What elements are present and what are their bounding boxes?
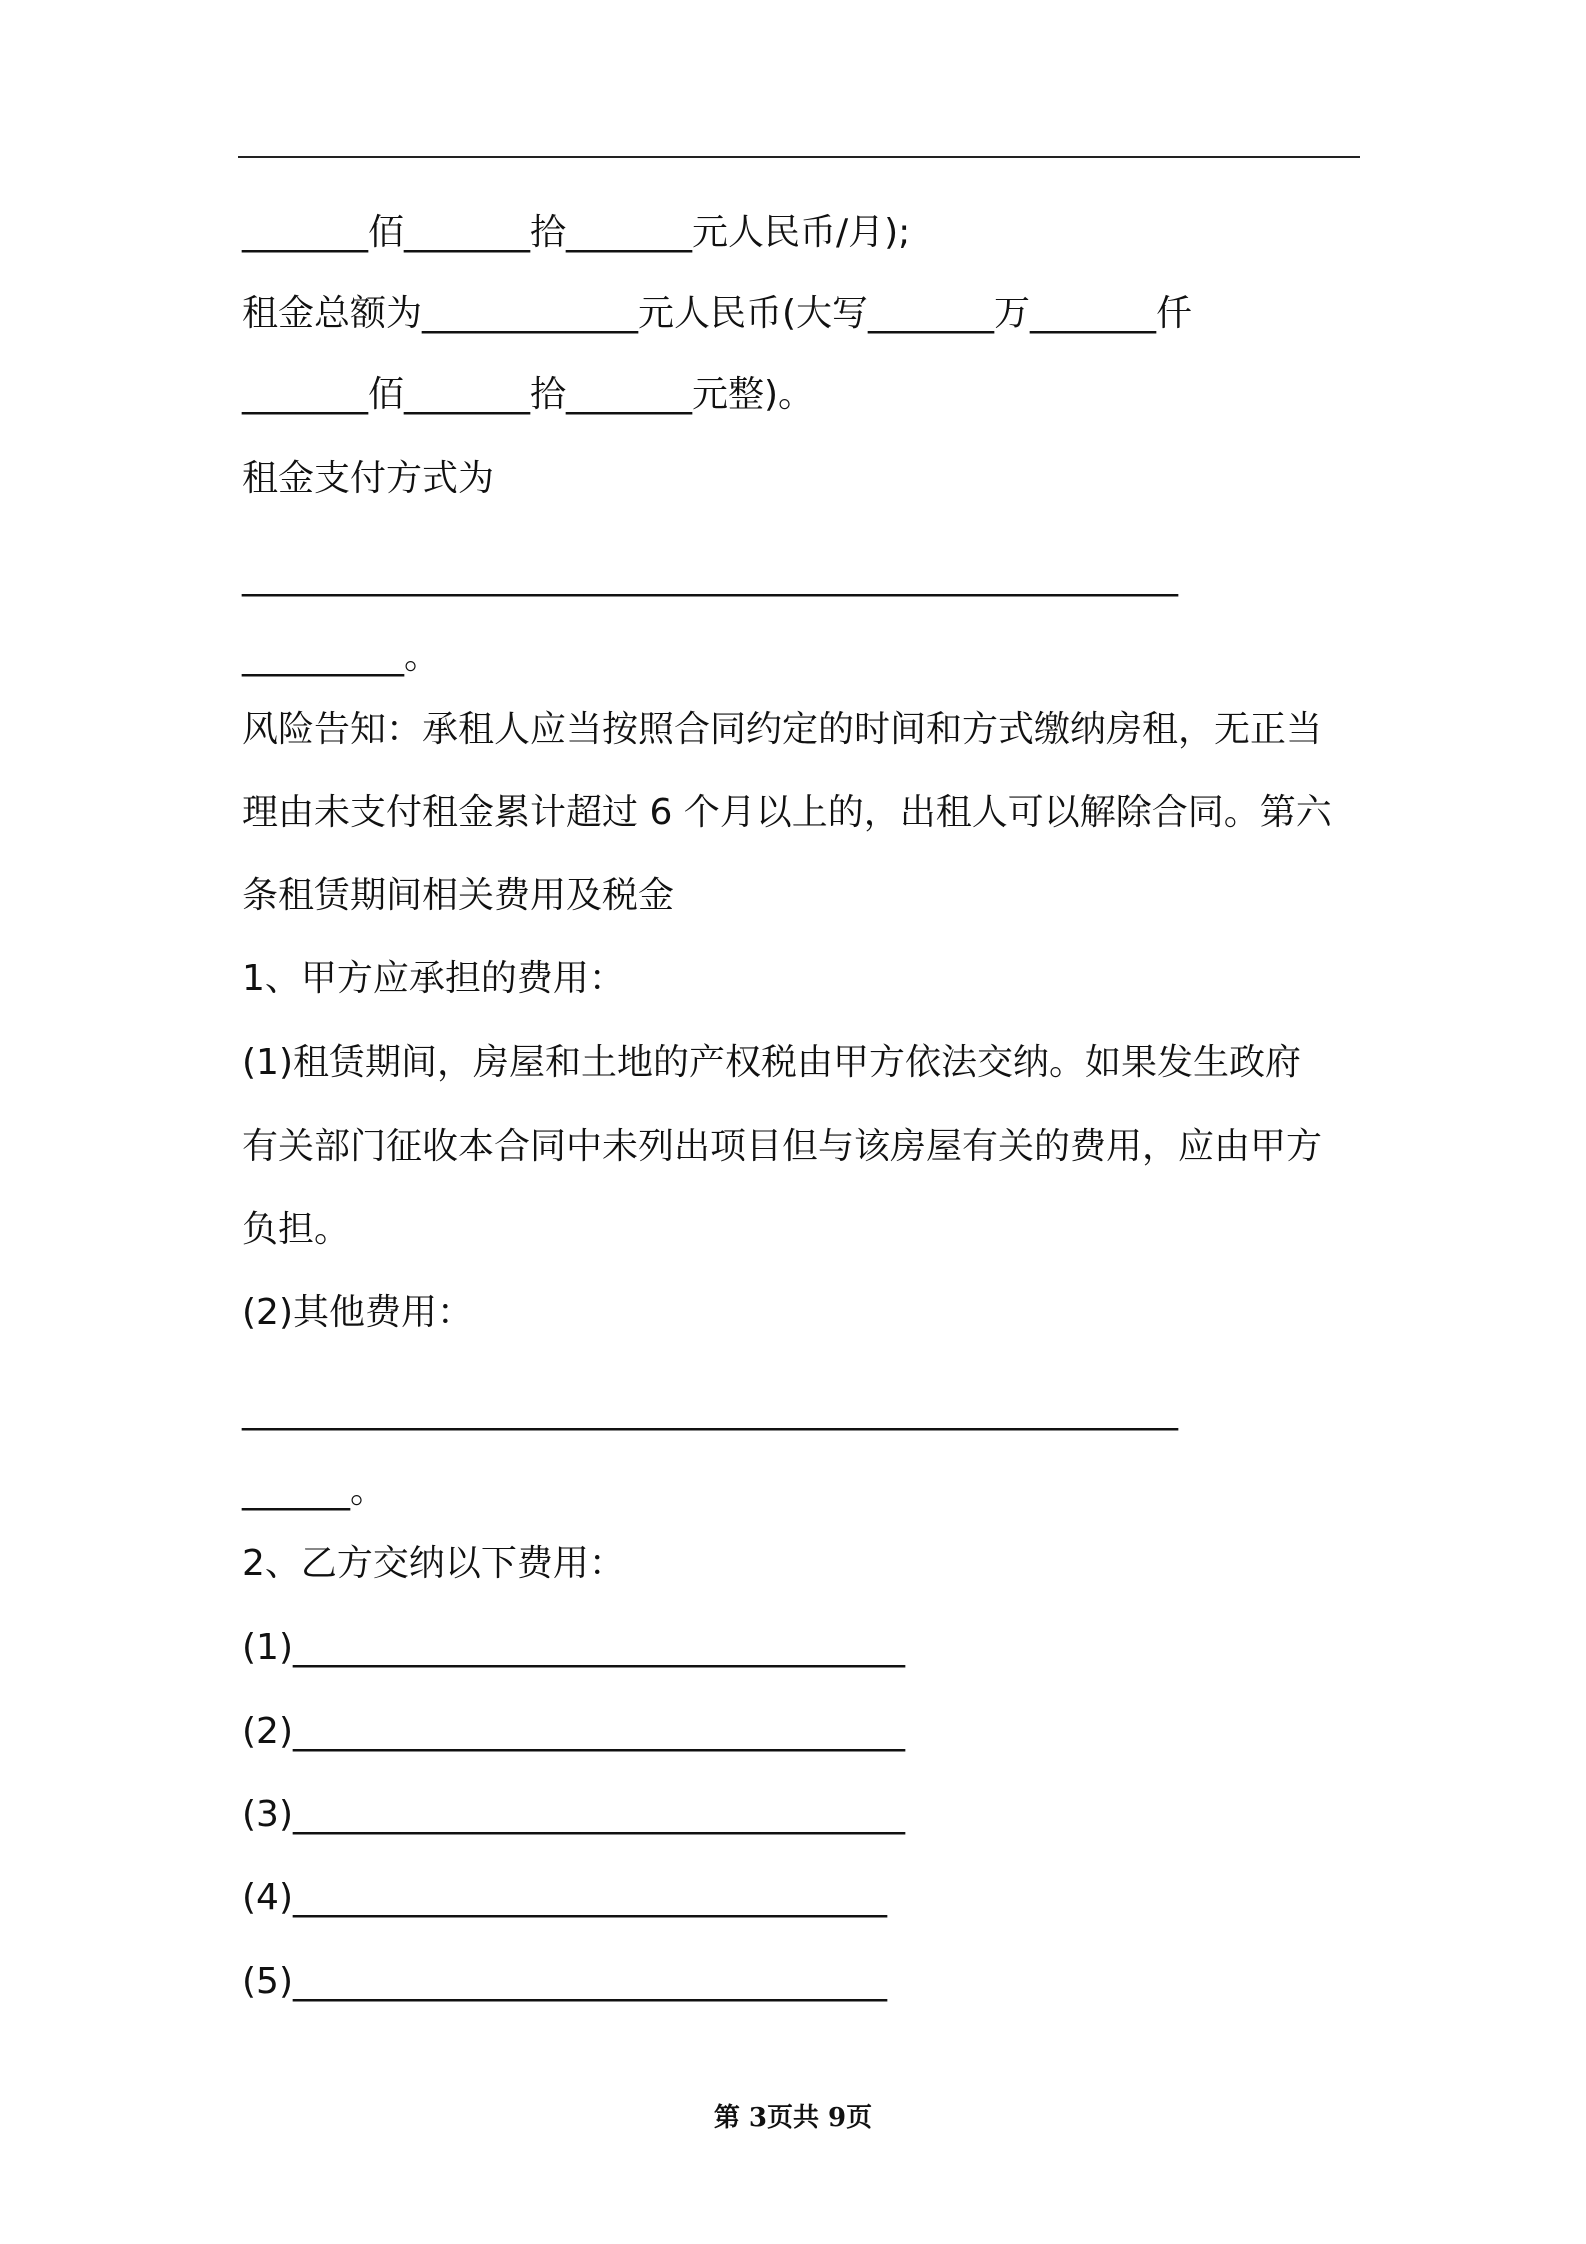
text-line: 租金总额为____________元人民币(大写_______万_______仟 — [242, 293, 1193, 334]
text-line: (4)_________________________________ — [242, 1877, 887, 1918]
text-line: 条租赁期间相关费用及税金 — [242, 875, 675, 916]
text-line: _______佰_______拾_______元人民币/月); — [242, 212, 911, 253]
text-line: _________。 — [242, 636, 441, 677]
text-line: 风险告知：承租人应当按照合同约定的时间和方式缴纳房租，无正当 — [242, 709, 1323, 750]
text-line: 理由未支付租金累计超过 6 个月以上的，出租人可以解除合同。第六 — [242, 792, 1332, 833]
text-line: 有关部门征收本合同中未列出项目但与该房屋有关的费用，应由甲方 — [242, 1126, 1323, 1167]
text-line: (3)__________________________________ — [242, 1794, 905, 1835]
text-line: 负担。 — [242, 1209, 351, 1250]
text-line: (1)租赁期间，房屋和土地的产权税由甲方依法交纳。如果发生政府 — [242, 1042, 1301, 1083]
header-rule — [238, 156, 1360, 158]
text-line: ____________________________________________________ — [242, 1390, 1178, 1431]
text-line: 2、乙方交纳以下费用： — [242, 1543, 625, 1584]
text-line: (1)__________________________________ — [242, 1627, 905, 1668]
text-line: 1、甲方应承担的费用： — [242, 958, 625, 999]
text-line: (5)_________________________________ — [242, 1961, 887, 2002]
text-line: ______。 — [242, 1470, 387, 1511]
text-line: _______佰_______拾_______元整)。 — [242, 374, 815, 415]
text-line: 租金支付方式为 — [242, 458, 495, 499]
page-number: 第 3页共 9页 — [713, 2103, 873, 2133]
text-line: (2)__________________________________ — [242, 1711, 905, 1752]
text-line: (2)其他费用： — [242, 1292, 473, 1333]
text-line: ____________________________________________________ — [242, 556, 1178, 597]
